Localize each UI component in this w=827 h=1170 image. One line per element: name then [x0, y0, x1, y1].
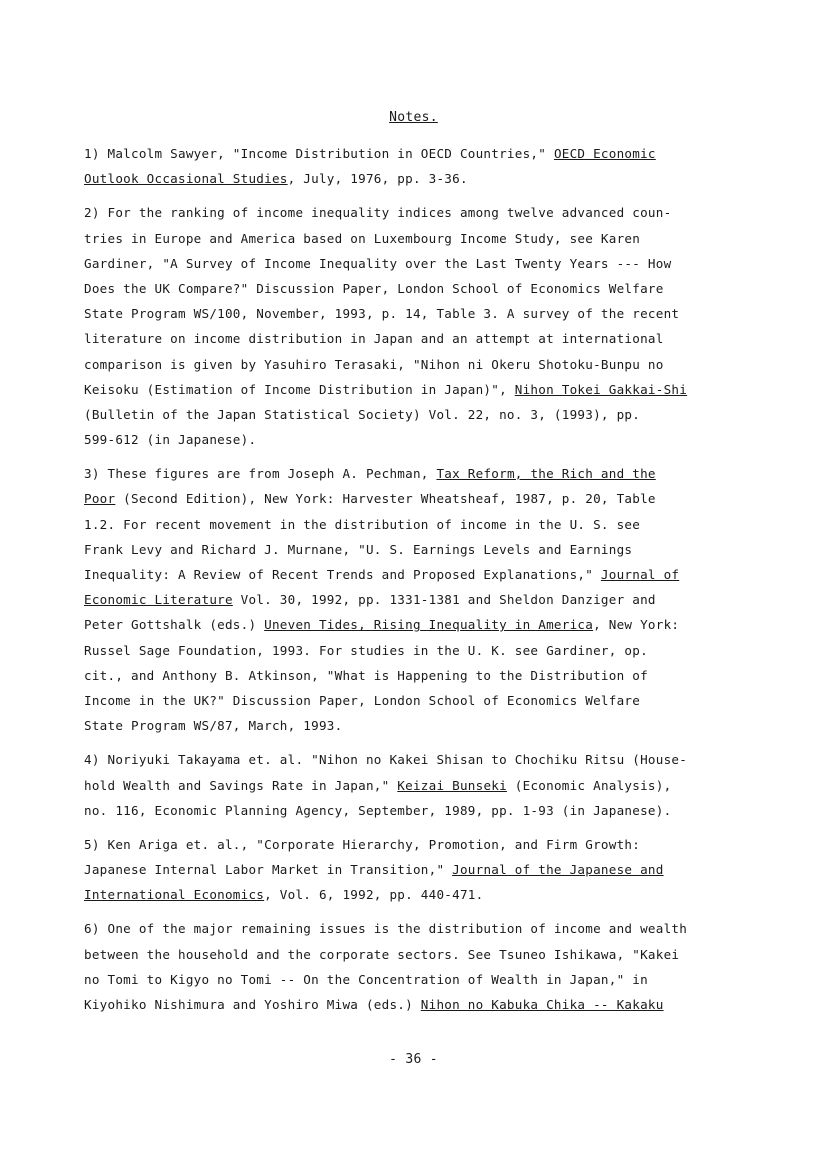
underlined-title: Tax Reform, the Rich and the — [436, 466, 656, 482]
note-text: Does the UK Compare?" Discussion Paper, London School of Economics Welfare — [84, 280, 664, 296]
note-line — [84, 882, 734, 907]
note-text: 2) For the ranking of income inequality indices among twelve advanced coun- — [84, 205, 672, 221]
note-line — [84, 992, 734, 1017]
note-4 — [84, 747, 734, 823]
note-5 — [84, 832, 734, 908]
underlined-title: International Economics — [84, 887, 265, 903]
note-text: 3) These figures are from Joseph A. Pechman, — [84, 466, 437, 482]
underlined-title: Nihon no Kabuka Chika -- Kakaku — [420, 997, 664, 1012]
note-line — [84, 461, 734, 486]
note-line — [84, 747, 734, 772]
note-line — [84, 857, 734, 882]
note-text: tries in Europe and America based on Luxembourg Income Study, see Karen — [84, 230, 641, 246]
underlined-title: Journal of the Japanese and — [452, 862, 664, 878]
note-text: between the household and the corporate sectors. See Tsuneo Ishikawa, "Kakei — [84, 946, 680, 962]
note-line — [84, 352, 734, 377]
note-line — [84, 942, 734, 967]
note-line — [84, 427, 734, 452]
note-line — [84, 612, 734, 637]
underlined-title: Poor — [84, 491, 116, 507]
note-line — [84, 377, 734, 402]
notes-list — [84, 141, 734, 1026]
note-line — [84, 251, 734, 276]
underlined-title: Journal of — [600, 567, 680, 582]
underlined-title: Uneven Tides, Rising Inequality in America — [264, 617, 594, 633]
underlined-title: Keizai Bunseki — [397, 777, 507, 793]
note-text: (Second Edition), New York: Harvester Wheatsheaf, 1987, p. 20, Table — [115, 491, 656, 507]
note-text: State Program WS/100, November, 1993, p. 14, Table 3. A survey of the recent — [84, 306, 680, 322]
note-text: Vol. 30, 1992, pp. 1331-1381 and Sheldon Danziger and — [232, 592, 656, 608]
note-1 — [84, 141, 734, 191]
note-2 — [84, 200, 734, 452]
note-line — [84, 301, 734, 326]
note-line — [84, 141, 734, 166]
note-text: (Economic Analysis), — [506, 777, 672, 793]
note-line — [84, 663, 734, 688]
note-text: no Tomi to Kigyo no Tomi -- On the Concentration of Wealth in Japan," in — [84, 971, 648, 987]
note-text: Keisoku (Estimation of Income Distribution in Japan)", — [84, 381, 515, 397]
note-line — [84, 486, 734, 511]
underlined-title: Nihon Tokei Gakkai-Shi — [514, 381, 688, 397]
note-line — [84, 688, 734, 713]
note-text: literature on income distribution in Japan and an attempt at international — [84, 331, 664, 347]
note-line — [84, 773, 734, 798]
note-line — [84, 798, 734, 823]
note-line — [84, 967, 734, 992]
note-text: hold Wealth and Savings Rate in Japan," — [84, 777, 398, 793]
note-text: 1.2. For recent movement in the distribution of income in the U. S. see — [84, 516, 641, 532]
note-line — [84, 226, 734, 251]
note-text: Peter Gottshalk (eds.) — [84, 617, 265, 633]
note-text: cit., and Anthony B. Atkinson, "What is Happening to the Distribution of — [84, 667, 648, 683]
underlined-title: Economic Literature — [84, 592, 233, 608]
note-text: Kiyohiko Nishimura and Yoshiro Miwa (eds.) — [84, 997, 421, 1012]
note-line — [84, 166, 734, 191]
note-text: (Bulletin of the Japan Statistical Society) Vol. 22, no. 3, (1993), pp. — [84, 406, 641, 422]
note-text: , New York: — [593, 617, 680, 633]
note-text: Gardiner, "A Survey of Income Inequality over the Last Twenty Years --- How — [84, 255, 672, 271]
page-title: Notes. — [389, 110, 438, 125]
note-text: , Vol. 6, 1992, pp. 440-471. — [264, 887, 484, 903]
note-line — [84, 832, 734, 857]
note-text: Russel Sage Foundation, 1993. For studies in the U. K. see Gardiner, op. — [84, 642, 648, 658]
note-line — [84, 200, 734, 225]
note-text: , July, 1976, pp. 3-36. — [287, 171, 468, 187]
note-text: Inequality: A Review of Recent Trends and Proposed Explanations," — [84, 567, 601, 582]
note-line — [84, 638, 734, 663]
note-line — [84, 276, 734, 301]
underlined-title: OECD Economic — [553, 146, 656, 161]
note-line — [84, 326, 734, 351]
note-text: no. 116, Economic Planning Agency, September, 1989, pp. 1-93 (in Japanese). — [84, 802, 672, 818]
note-line — [84, 402, 734, 427]
note-text: Japanese Internal Labor Market in Transition," — [84, 862, 453, 878]
note-line — [84, 512, 734, 537]
underlined-title: Outlook Occasional Studies — [84, 171, 288, 187]
note-3 — [84, 461, 734, 738]
note-text: comparison is given by Yasuhiro Terasaki, "Nihon ni Okeru Shotoku-Bunpu no — [84, 356, 664, 372]
note-line — [84, 537, 734, 562]
note-text: 4) Noriyuki Takayama et. al. "Nihon no Kakei Shisan to Chochiku Ritsu (House- — [84, 752, 688, 768]
note-line — [84, 562, 734, 587]
page-number: - 36 - — [389, 1052, 438, 1067]
note-text: 5) Ken Ariga et. al., "Corporate Hierarchy, Promotion, and Firm Growth: — [84, 836, 641, 852]
note-text: 1) Malcolm Sawyer, "Income Distribution in OECD Countries," — [84, 146, 554, 161]
note-6 — [84, 916, 734, 1017]
note-line — [84, 916, 734, 941]
note-text: 6) One of the major remaining issues is the distribution of income and wealth — [84, 921, 688, 937]
note-text: State Program WS/87, March, 1993. — [84, 718, 343, 734]
note-text: 599-612 (in Japanese). — [84, 432, 257, 448]
note-text: Frank Levy and Richard J. Murnane, "U. S. Earnings Levels and Earnings — [84, 541, 633, 557]
note-text: Income in the UK?" Discussion Paper, London School of Economics Welfare — [84, 692, 641, 708]
note-line — [84, 713, 734, 738]
note-line — [84, 587, 734, 612]
